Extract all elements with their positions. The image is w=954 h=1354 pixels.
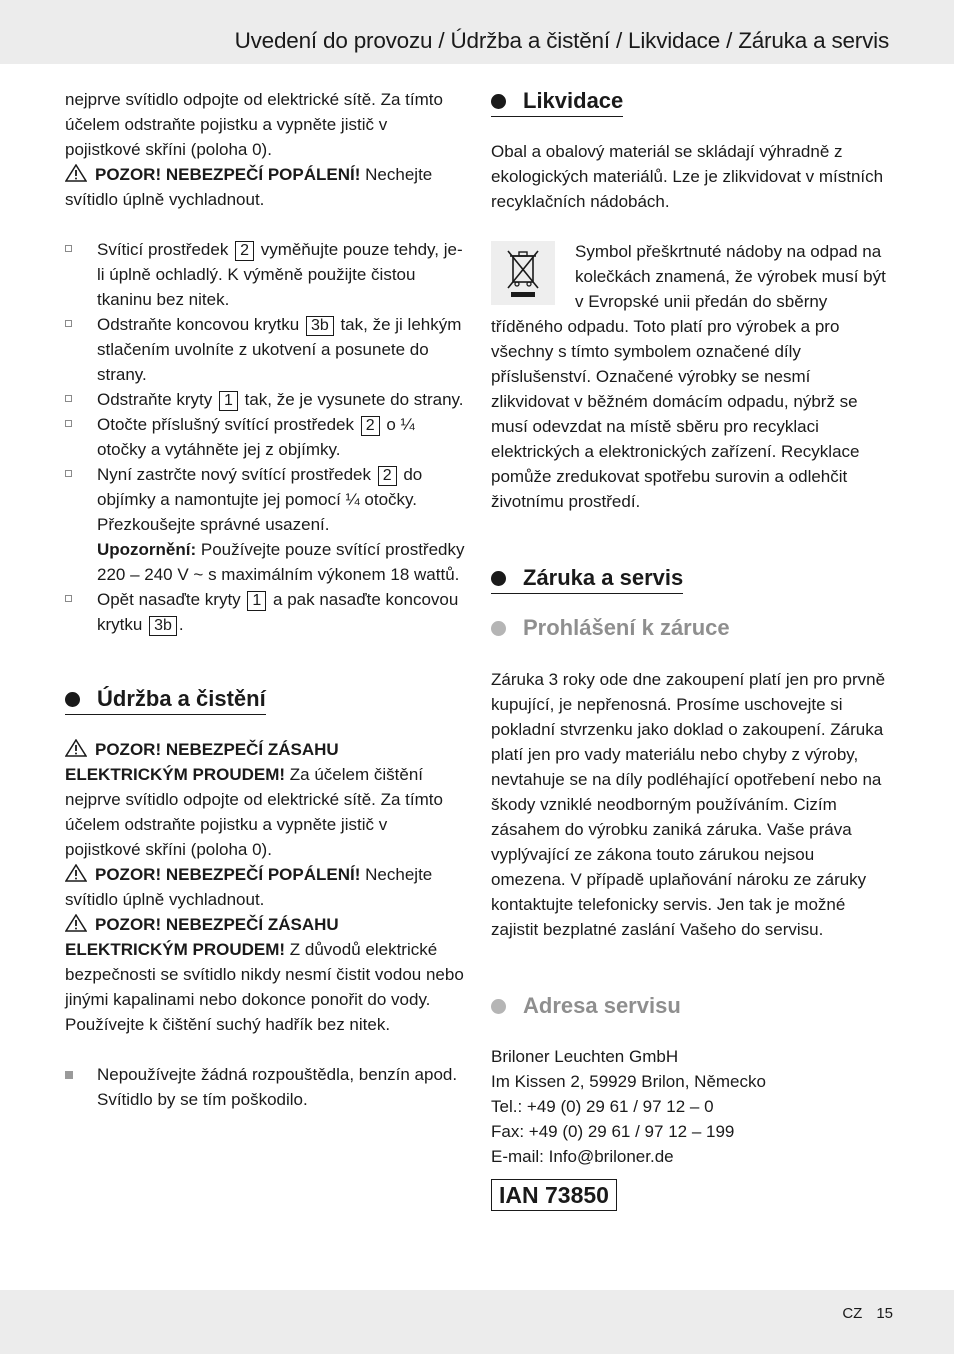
part-ref: 2	[361, 416, 380, 436]
steps-list	[65, 237, 465, 637]
page-footer	[828, 1305, 893, 1322]
warning-burn	[65, 162, 465, 212]
weee-crossed-bin-icon	[491, 241, 555, 305]
bullet-dot-icon	[491, 94, 506, 109]
note-text: Používejte pouze svítící prostředky 220 – 240 V ~ s maximálním výkonem 18 wattů.	[97, 540, 465, 584]
subheading-warranty-declaration: Prohlášení k záruce	[491, 614, 891, 642]
part-ref: 3b	[306, 316, 334, 336]
step-item: Odstraňte kryty 1 tak, že je vysunete do strany.	[65, 387, 465, 412]
section-heading-disposal: Likvidace	[491, 87, 623, 117]
part-ref: 1	[219, 391, 238, 411]
bullet-dot-icon	[65, 692, 80, 707]
step-item: Odstraňte koncovou krytku 3b tak, že ji lehkým stlačením uvolníte z ukotvení a posunete do strany.	[65, 312, 465, 387]
checkbox-icon	[65, 595, 72, 602]
part-ref: 2	[235, 241, 254, 261]
crossed-bin-icon	[491, 241, 555, 305]
section-heading-warranty: Záruka a servis	[491, 564, 683, 594]
checkbox-icon	[65, 395, 72, 402]
disposal-paragraph-2: Symbol přeškrtnuté nádoby na odpad na kolečkách znamená, že výrobek musí být v Evropské unii předán do sběrny tříděného odpadu. Toto platí pro výrobek a pro všechny s tímto symbolem označené díly příslušenství. Označené výrobky se nesmí zlikvidovat v běžném domácím odpadu, nýbrž se musí odevzdat na místě sběru pro recyklaci elektrických a elektronických zařízení. Recyklace pomůže zredukovat spotřebu surovin a odlehčit životnímu prostředí.	[491, 242, 886, 511]
bullet-dot-icon	[491, 999, 506, 1014]
warning-electric-1: POZOR! NEBEZPEČÍ ZÁSAHU ELEKTRICKÝM PROUDEM! Za účelem čištění nejprve svítidlo odpojte od elektrické sítě. Za tímto účelem odstraňte pojistku a vypněte jistič v pojistkové skříni (poloha 0).	[65, 740, 443, 859]
step-item: Otočte příslušný svítící prostředek 2 o ¼ otočky a vytáhněte jej z objímky.	[65, 412, 465, 462]
step-item: Nyní zastrčte nový svítící prostředek 2 do objímky a namontujte jej pomocí ¼ otočky. Přezkoušejte správné usazení. Upozornění: Používejte pouze svítící prostředky 220 – 240 V ~ s maximálním výkonem 18 wattů.	[65, 462, 465, 587]
address-line: Briloner Leuchten GmbH	[491, 1047, 679, 1066]
intro-paragraph: nejprve svítidlo odpojte od elektrické sítě. Za tímto účelem odstraňte pojistku a vypněte jistič v pojistkové skříni (poloha 0).	[65, 90, 443, 159]
warranty-paragraph: Záruka 3 roky ode dne zakoupení platí jen pro prvně kupující, je nepřenosná. Prosíme uschovejte si pokladní stvrzenku jako doklad o zakoupení. Záruka platí jen pro vady materiálu nebo chyby z výroby, nevtahuje se na díly podléhající opotřebení nebo na škody vzniklé neodborným používáním. Cizím zásahem do výrobku zaniká záruka. Vaše práva vyplývající ze zákona touto zárukou nejsou omezena. V případě uplaňování nároku ze záruky kontaktujte telefonicky servis. Jen tak je možné zajistit bezplatné zaslání Vašeho do servisu.	[491, 670, 886, 939]
note-label: Upozornění:	[97, 540, 197, 559]
part-ref: 1	[247, 591, 266, 611]
email-line: E-mail: Info@briloner.de	[491, 1147, 674, 1166]
disposal-paragraph-1: Obal a obalový materiál se skládají výhradně z ekologických materiálů. Lze je zlikvidovat v místních recyklačních nádobách.	[491, 142, 884, 211]
part-ref: 3b	[149, 616, 177, 636]
warning-triangle-icon	[65, 914, 87, 932]
bullet-dot-icon	[491, 571, 506, 586]
checkbox-icon	[65, 470, 72, 477]
step-item: Svíticí prostředek 2 vyměňujte pouze tehdy, je-li úplně ochladlý. K výměně použijte čistou tkaninu bez nitek.	[65, 237, 465, 312]
subheading-service-address: Adresa servisu	[491, 992, 891, 1020]
page-number: 15	[876, 1305, 893, 1322]
warning-triangle-icon	[65, 739, 87, 757]
right-column	[491, 87, 891, 1211]
ian-number-box: IAN 73850	[491, 1179, 617, 1211]
warning-electric-2: POZOR! NEBEZPEČÍ ZÁSAHU ELEKTRICKÝM PROUDEM! Z důvodů elektrické bezpečnosti se svítidlo nikdy nesmí čistit vodou nebo jinými kapalinami nebo dokonce ponořit do vody. Používejte k čištění suchý hadřík bez nitek.	[65, 915, 464, 1034]
step-item: Opět nasaďte kryty 1 a pak nasaďte koncovou krytku 3b .	[65, 587, 465, 637]
left-column	[65, 87, 465, 1112]
page-title: Uvedení do provozu / Údržba a čistění / Likvidace / Záruka a servis	[234, 28, 889, 53]
checkbox-icon	[65, 320, 72, 327]
language-code: CZ	[842, 1305, 863, 1322]
warning-burn-label: POZOR! NEBEZPEČÍ POPÁLENÍ!	[95, 165, 361, 184]
maintenance-bullets	[65, 1062, 465, 1112]
phone-line: Tel.: +49 (0) 29 61 / 97 12 – 0	[491, 1097, 714, 1116]
warning-triangle-icon	[65, 864, 87, 882]
service-address	[491, 1044, 891, 1169]
section-heading-maintenance: Údržba a čistění	[65, 685, 266, 715]
warning-triangle-icon	[65, 164, 87, 182]
warning-burn-text: Nechejte svítidlo úplně vychladnout.	[65, 165, 433, 209]
bullet-dot-icon	[491, 621, 506, 636]
square-bullet-icon	[65, 1071, 73, 1079]
checkbox-icon	[65, 245, 72, 252]
checkbox-icon	[65, 420, 72, 427]
list-item: Nepoužívejte žádná rozpouštědla, benzín apod. Svítidlo by se tím poškodilo.	[65, 1062, 465, 1112]
footer-band	[0, 1290, 954, 1354]
part-ref: 2	[378, 466, 397, 486]
address-line: Im Kissen 2, 59929 Brilon, Německo	[491, 1072, 766, 1091]
warning-burn-2: POZOR! NEBEZPEČÍ POPÁLENÍ! Nechejte svítidlo úplně vychladnout.	[65, 865, 433, 909]
fax-line: Fax: +49 (0) 29 61 / 97 12 – 199	[491, 1122, 735, 1141]
